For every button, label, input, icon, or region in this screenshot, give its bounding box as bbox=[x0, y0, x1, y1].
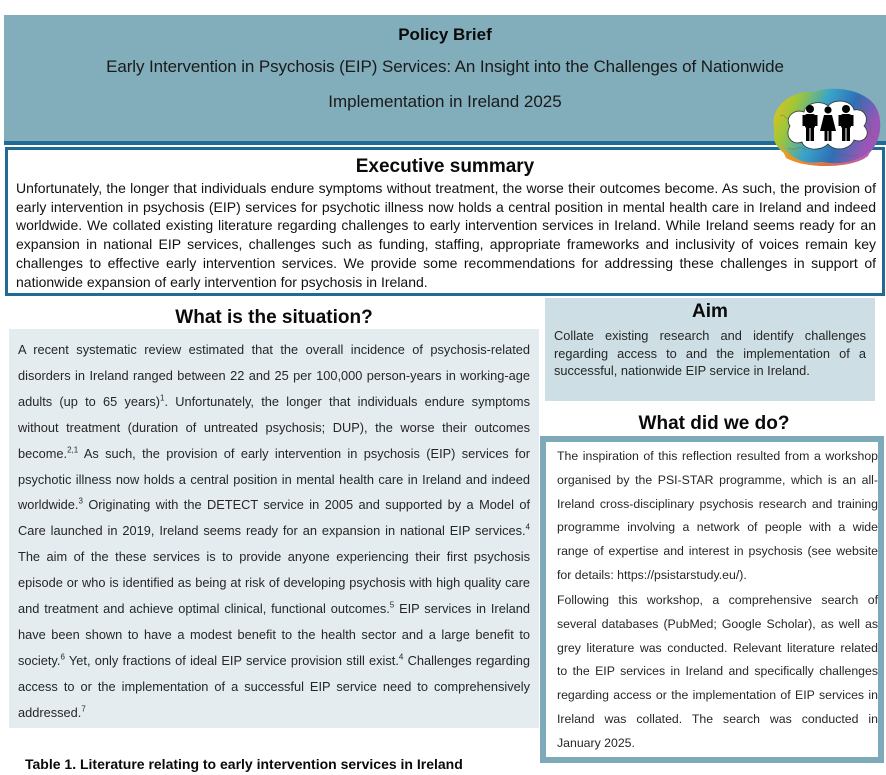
aim-box bbox=[545, 298, 875, 401]
brain-cloud-people-icon bbox=[768, 82, 884, 168]
citation: 5 bbox=[389, 600, 395, 610]
executive-summary-box bbox=[5, 147, 885, 296]
title-line-2: Implementation in Ireland 2025 bbox=[328, 92, 562, 111]
citation: 2,1 bbox=[67, 445, 79, 455]
aim-heading: Aim bbox=[692, 301, 728, 322]
situation-text: A recent systematic review estimated that the overall incidence of psychosis-related disorders in Ireland ranged between 22 and 25 per 100,000 person-years in working-age adults (up to 65 years)$^1$. Unfortunately, the longer that individuals endure symptoms without treatment (duration of untreated psychosis; DUP), the worse their outcomes become.$^{2,1}$ As such, the provision of early intervention in psychosis (EIP) services for psychotic illness now holds a central position in mental health care in Ireland and indeed worldwide.$^3$ Originating with the DETECT service in 2005 and supported by a Model of Care launched in 2019, Ireland seems ready for an expansion in national EIP services.$^4$ The aim of the these services is to provide anyone experiencing their first psychosis episode or who is identified as being at risk of developing psychosis with high quality care and treatment and achieve optimal clinical, functional outcomes.$^5$ EIP services in Ireland have been shown to have a modest benefit to the health sector and a large benefit to society.$^6$ Yet, only fractions of ideal EIP service provision still exist.$^4$ Challenges regarding access to or the implementation of a successful EIP service need to comprehensively addressed.$^7$ bbox=[18, 342, 531, 720]
header-banner bbox=[4, 15, 886, 145]
what-did-we-do-heading: What did we do? bbox=[638, 413, 790, 434]
situation-heading: What is the situation? bbox=[175, 307, 373, 328]
citation: 6 bbox=[60, 652, 65, 662]
policy-brief-label: Policy Brief bbox=[398, 25, 492, 44]
citation: 3 bbox=[78, 497, 83, 507]
situation-box bbox=[9, 329, 539, 728]
citation: 7 bbox=[81, 704, 86, 714]
methods-paragraph-1: The inspiration of this reflection resulted from a workshop organised by the PSI-STAR programme, which is an all-Ireland cross-disciplinary psychosis research and training programme involving a network of people with a wide range of expertise and interest in psychosis (see website for details: https://psistarstudy.eu/). bbox=[557, 449, 878, 582]
executive-summary-heading: Executive summary bbox=[355, 156, 535, 177]
what-did-we-do-box bbox=[540, 436, 884, 763]
citation: 1 bbox=[160, 393, 165, 403]
citation: 4 bbox=[398, 652, 404, 662]
title-line-1: Early Intervention in Psychosis (EIP) Services: An Insight into the Challenges of Nationwide bbox=[106, 57, 784, 76]
citation: 4 bbox=[525, 523, 530, 533]
aim-text: Collate existing research and identify challenges regarding access to and the implementation of a successful, nationwide EIP service in Ireland. bbox=[554, 328, 866, 378]
executive-summary-text: Unfortunately, the longer that individuals endure symptoms without treatment, the worse their outcomes become. As such, the provision of early intervention in psychosis (EIP) services for psychotic illness now holds a central position in mental health care in Ireland and indeed worldwide. We collated existing literature regarding challenges to early intervention services in Ireland. While Ireland seems ready for an expansion in national EIP services, challenges such as funding, staffing, appropriate frameworks and inclusivity of voices remain key challenges to effective early intervention services. We provide some recommendations for addressing these challenges in support of nationwide expansion of early intervention for psychosis in Ireland. bbox=[16, 180, 876, 290]
methods-paragraph-2: Following this workshop, a comprehensive search of several databases (PubMed; Google Scholar), as well as grey literature was conducted. Relevant literature related to the EIP services in Ireland and specifically challenges regarding access or the implementation of EIP services in Ireland was collated. The search was conducted in January 2025. bbox=[557, 593, 878, 750]
table-caption: Table 1. Literature relating to early intervention services in Ireland bbox=[25, 756, 463, 772]
